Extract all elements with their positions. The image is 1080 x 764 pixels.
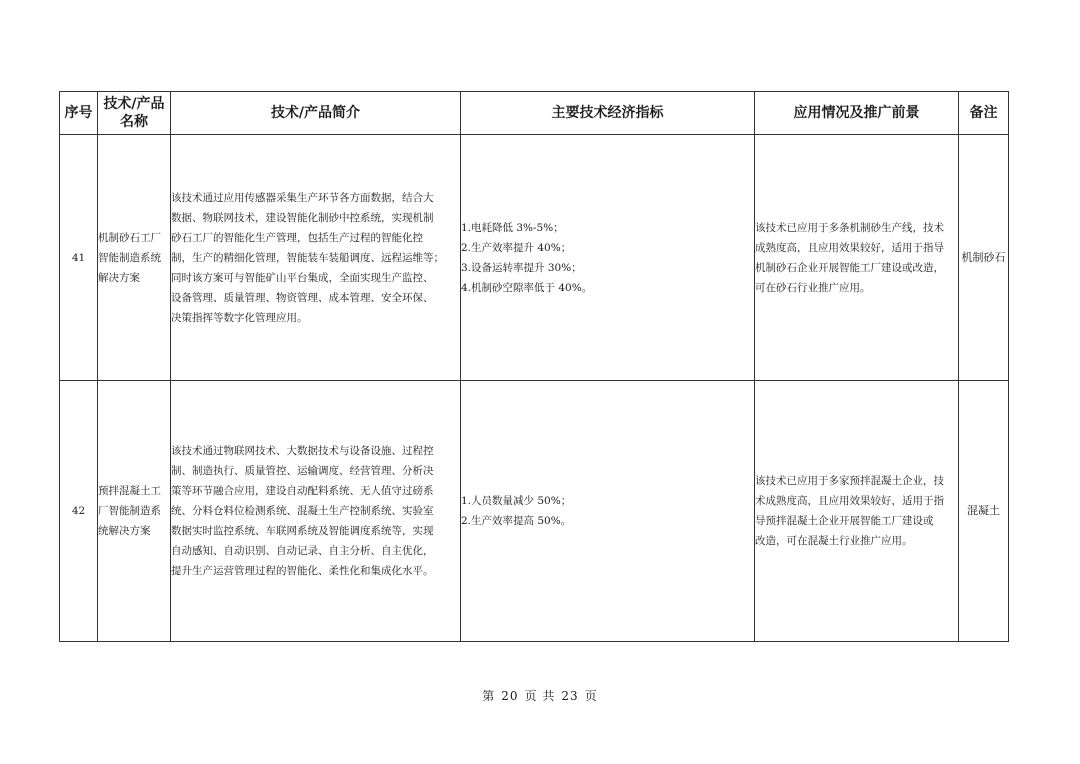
header-note: 备注 [959, 92, 1009, 135]
intro-line: 自动感知、自动识别、自动记录、自主分析、自主优化， [171, 545, 434, 557]
table-row [60, 381, 1009, 642]
intro-line: 制、制造执行、质量管控、运输调度、经营管理、分析决 [171, 465, 434, 477]
intro-line: 设备管理、质量管理、物资管理、成本管理、安全环保、 [171, 291, 434, 304]
header-name-line2: 名称 [120, 114, 148, 130]
row-application [755, 381, 959, 642]
application-line: 成熟度高，且应用效果较好，适用于指导 [755, 241, 944, 254]
page-footer [0, 687, 1080, 704]
indicator-line: 3.设备运转率提升 30%； [461, 261, 582, 274]
row-application [755, 135, 959, 381]
footer-prefix: 第 [482, 689, 496, 703]
intro-line: 提升生产运营管理过程的智能化、柔性化和集成化水平。 [171, 565, 434, 577]
footer-middle: 页 共 [524, 689, 556, 703]
indicator-line: 2.生产效率提高 50%。 [461, 515, 572, 527]
application-line: 可在砂石行业推广应用。 [755, 281, 871, 294]
name-line: 预拌混凝土工 [98, 485, 161, 497]
application-line: 该技术已应用于多家预拌混凝土企业，技 [755, 475, 944, 487]
row-intro [171, 135, 461, 381]
row-intro [171, 381, 461, 642]
application-line: 导预拌混凝土企业开展智能工厂建设或 [755, 515, 934, 527]
row-name [98, 381, 171, 642]
intro-line: 统、分料仓料位检测系统、混凝土生产控制系统、实验室 [171, 505, 434, 517]
table-row [60, 135, 1009, 381]
footer-suffix: 页 [584, 689, 598, 703]
application-line: 术成熟度高，且应用效果较好，适用于指 [755, 495, 944, 507]
header-application: 应用情况及推广前景 [755, 92, 959, 135]
name-line: 厂智能制造系 [98, 505, 161, 517]
application-line: 改造，可在混凝土行业推广应用。 [755, 535, 913, 547]
table-header-row [60, 92, 1009, 135]
intro-line: 数据实时监控系统、车联网系统及智能调度系统等，实现 [171, 525, 434, 537]
row-number: 42 [60, 381, 98, 642]
intro-line: 砂石工厂的智能化生产管理，包括生产过程的智能化控 [171, 231, 423, 244]
name-line: 机制砂石工厂 [98, 231, 161, 244]
indicator-line: 2.生产效率提升 40%； [461, 241, 572, 254]
row-indicators [461, 381, 755, 642]
row-number: 41 [60, 135, 98, 381]
intro-line: 同时该方案可与智能矿山平台集成，全面实现生产监控、 [171, 271, 434, 284]
intro-line: 制，生产的精细化管理，智能装车装船调度、远程运维等； [171, 251, 444, 264]
application-line: 机制砂石企业开展智能工厂建设或改造， [755, 261, 944, 274]
technology-table [59, 91, 1009, 642]
intro-line: 策等环节融合应用，建设自动配料系统、无人值守过磅系 [171, 485, 434, 497]
intro-line: 数据、物联网技术，建设智能化制砂中控系统，实现机制 [171, 211, 434, 224]
row-name [98, 135, 171, 381]
intro-line: 该技术通过物联网技术、大数据技术与设备设施、过程控 [171, 445, 434, 457]
name-line: 解决方案 [98, 271, 140, 284]
row-note: 混凝土 [959, 381, 1009, 642]
application-line: 该技术已应用于多条机制砂生产线，技术 [755, 221, 944, 234]
indicator-line: 1.电耗降低 3%-5%； [461, 221, 564, 234]
name-line: 智能制造系统 [98, 251, 161, 264]
header-name [98, 92, 171, 135]
footer-total-pages: 23 [561, 689, 579, 703]
name-line: 统解决方案 [98, 525, 151, 537]
indicator-line: 1.人员数量减少 50%； [461, 495, 572, 507]
header-indicators: 主要技术经济指标 [461, 92, 755, 135]
header-intro: 技术/产品简介 [171, 92, 461, 135]
header-seq: 序号 [60, 92, 98, 135]
footer-page-number: 20 [501, 689, 519, 703]
row-note: 机制砂石 [959, 135, 1009, 381]
indicator-line: 4.机制砂空隙率低于 40%。 [461, 281, 593, 294]
header-name-line1: 技术/产品 [103, 96, 165, 112]
intro-line: 该技术通过应用传感器采集生产环节各方面数据，结合大 [171, 191, 434, 204]
row-indicators [461, 135, 755, 381]
intro-line: 决策指挥等数字化管理应用。 [171, 311, 308, 324]
